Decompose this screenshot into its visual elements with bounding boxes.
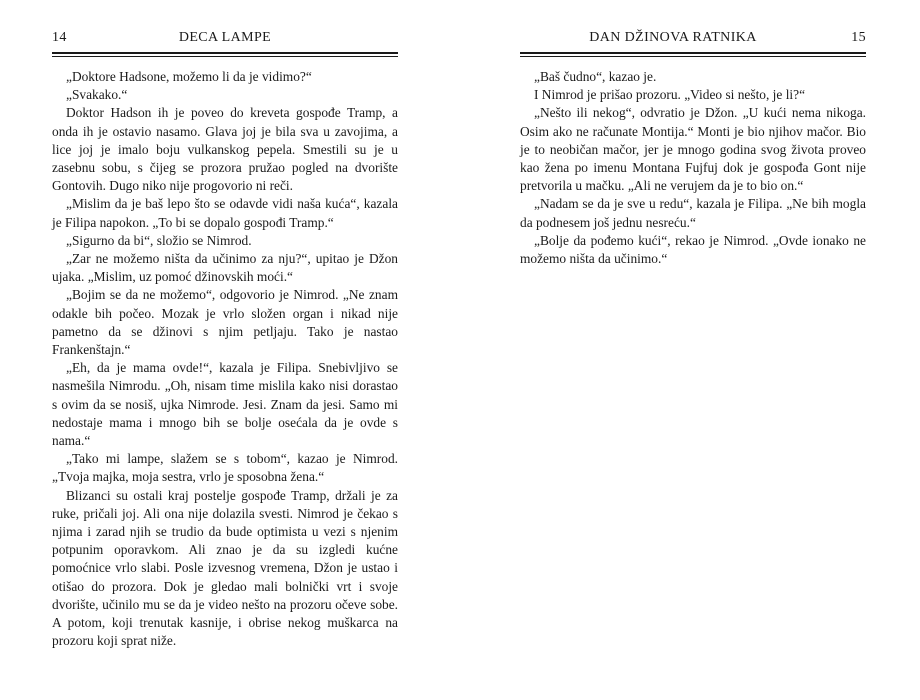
left-page-text xyxy=(52,68,398,651)
paragraph: „Tako mi lampe, slažem se s tobom“, kazao je Nimrod. „Tvoja majka, moja sestra, vrlo je sposobna žena.“ xyxy=(52,451,398,485)
right-page-number: 15 xyxy=(851,30,866,45)
left-page-number: 14 xyxy=(52,30,67,45)
right-running-head xyxy=(520,30,866,50)
right-page xyxy=(520,0,866,700)
paragraph: Blizanci su ostali kraj postelje gospođe Tramp, držali je za ruke, pričali joj. Ali ona nije dolazila svesti. Nimrod je čekao s njima i zarad njih se trudio da bude optimista u vezi s njenim potpunim oporavkom. Ali znao je da su izgledi kućne pomoćnice vrlo slabi. Posle izvesnog vremena, Džon je ustao i otišao do prozora. Dok je gledao mali bolnički vrt i svoje dvorište, učinilo mu se da je video nešto na prozoru očeve sobe. A potom, koji trenutak kasnije, i obrise nekog muškarca na prozoru koji sprat niže. xyxy=(52,487,398,649)
paragraph: „Sigurno da bi“, složio se Nimrod. xyxy=(66,232,252,248)
right-header-rule xyxy=(520,52,866,57)
paragraph: Doktor Hadson ih je poveo do kreveta gospođe Tramp, a onda ih je ostavio nasamo. Glava joj je bila sva u zavojima, a lice joj je imalo boju vulkanskog pepela. Smestili su je u zasebnu sobu, s čijeg se prozora pružao pogled na dvorište Gontovih. Dugo niko nije progovorio ni reči. xyxy=(52,105,398,194)
right-running-title: DAN DŽINOVA RATNIKA xyxy=(589,30,757,45)
paragraph: I Nimrod je prišao prozoru. „Video si nešto, je li?“ xyxy=(534,87,806,103)
paragraph: „Bolje da pođemo kući“, rekao je Nimrod. „Ovde ionako ne možemo ništa da učinimo.“ xyxy=(520,232,866,267)
left-running-title: DECA LAMPE xyxy=(178,30,272,45)
left-page xyxy=(52,0,398,700)
right-page-text xyxy=(520,68,866,268)
left-header-rule xyxy=(52,52,398,57)
paragraph: „Doktore Hadsone, možemo li da je vidimo?“ xyxy=(66,69,312,84)
paragraph: „Mislim da je baš lepo što se odavde vidi naša kuća“, kazala je Filipa napokon. „To bi se dopalo gospođi Tramp.“ xyxy=(52,196,398,230)
paragraph: „Baš čudno“, kazao je. xyxy=(534,69,657,84)
left-running-head xyxy=(52,30,398,50)
paragraph: „Svakako.“ xyxy=(66,87,128,103)
paragraph: „Nešto ili nekog“, odvratio je Džon. „U kući nema nikoga. Osim ako ne računate Montija.“ Monti je bio njihov mačor. Bio je to neobičan mačor, jer je mnogo godina svog života proveo kao žena po imenu Montana Fujfuj dok je gospođa Gont nije pretvorila u mačku. „Ali ne verujem da je to bio on.“ xyxy=(520,105,866,194)
paragraph: „Zar ne možemo ništa da učinimo za nju?“, upitao je Džon ujaka. „Mislim, uz pomoć džinovskih moći.“ xyxy=(52,251,398,285)
paragraph: „Eh, da je mama ovde!“, kazala je Filipa. Snebivljivo se nasmešila Nimrodu. „Oh, nisam time mislila kako nisi dorastao s ovim da se nosiš, ujka Nimrode. Jesi. Znam da jesi. Samo mi nedostaje mama i mnogo bih se bolje osećala da je ovde s nama.“ xyxy=(52,360,398,449)
paragraph: „Bojim se da ne možemo“, odgovorio je Nimrod. „Ne znam odakle bih počeo. Mozak je vrlo složen organ i nikad nije pametno da se džinovi s njim petljaju. Tako je nastao Frankenštajn.“ xyxy=(52,287,398,358)
paragraph: „Nadam se da je sve u redu“, kazala je Filipa. „Ne bih mogla da podnesem još jednu nesreću.“ xyxy=(520,196,866,230)
